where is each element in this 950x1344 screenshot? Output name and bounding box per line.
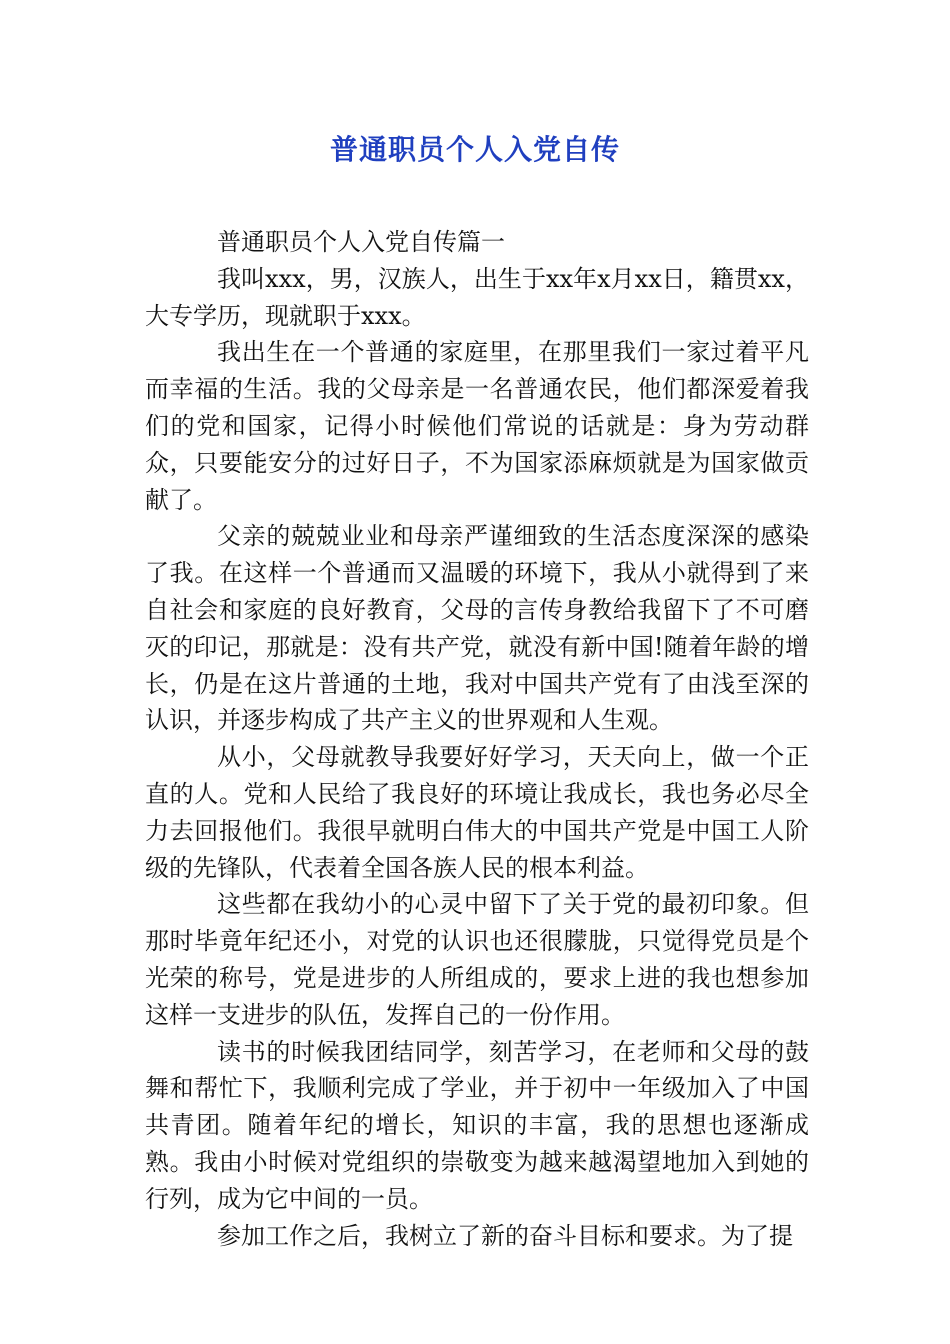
paragraph-parents-influence: 父亲的兢兢业业和母亲严谨细致的生活态度深深的感染了我。在这样一个普通而又温暖的环境下，我从小就得到了来自社会和家庭的良好教育，父母的言传身教给我留下了不可磨灭的印记，那就是：没有共产党，就没有新中国!随着年龄的增长，仍是在这片普通的土地，我对中国共产党有了由浅至深的认识，并逐步构成了共产主义的世界观和人生观。 — [145, 522, 809, 735]
document-title: 普通职员个人入党自传 — [329, 133, 620, 166]
paragraph-intro: 我叫xxx，男，汉族人，出生于xx年x月xx日，籍贯xx，大专学历，现就职于xxx。 — [145, 264, 809, 330]
paragraph-upbringing: 从小，父母就教导我要好好学习，天天向上，做一个正直的人。党和人民给了我良好的环境让我成长，我也务必尽全力去回报他们。我很早就明白伟大的中国共产党是中国工人阶级的先锋队，代表着全国各族人民的根本利益。 — [145, 743, 809, 882]
document-body — [145, 224, 809, 1254]
paragraph-section-heading: 普通职员个人入党自传篇一 — [217, 228, 505, 256]
paragraph-first-impression: 这些都在我幼小的心灵中留下了关于党的最初印象。但那时毕竟年纪还小，对党的认识也还很朦胧，只觉得党员是个光荣的称号，党是进步的人所组成的，要求上进的我也想参加这样一支进步的队伍，发挥自己的一份作用。 — [145, 890, 809, 1029]
paragraph-school: 读书的时候我团结同学，刻苦学习，在老师和父母的鼓舞和帮忙下，我顺利完成了学业，并于初中一年级加入了中国共青团。随着年纪的增长，知识的丰富，我的思想也逐渐成熟。我由小时候对党组织的崇敬变为越来越渴望地加入到她的行列，成为它中间的一员。 — [145, 1037, 809, 1213]
paragraph-family: 我出生在一个普通的家庭里，在那里我们一家过着平凡而幸福的生活。我的父母亲是一名普通农民，他们都深爱着我们的党和国家，记得小时候他们常说的话就是：身为劳动群众，只要能安分的过好日子，不为国家添麻烦就是为国家做贡献了。 — [145, 338, 809, 514]
paragraph-work: 参加工作之后，我树立了新的奋斗目标和要求。为了提 — [217, 1221, 793, 1250]
